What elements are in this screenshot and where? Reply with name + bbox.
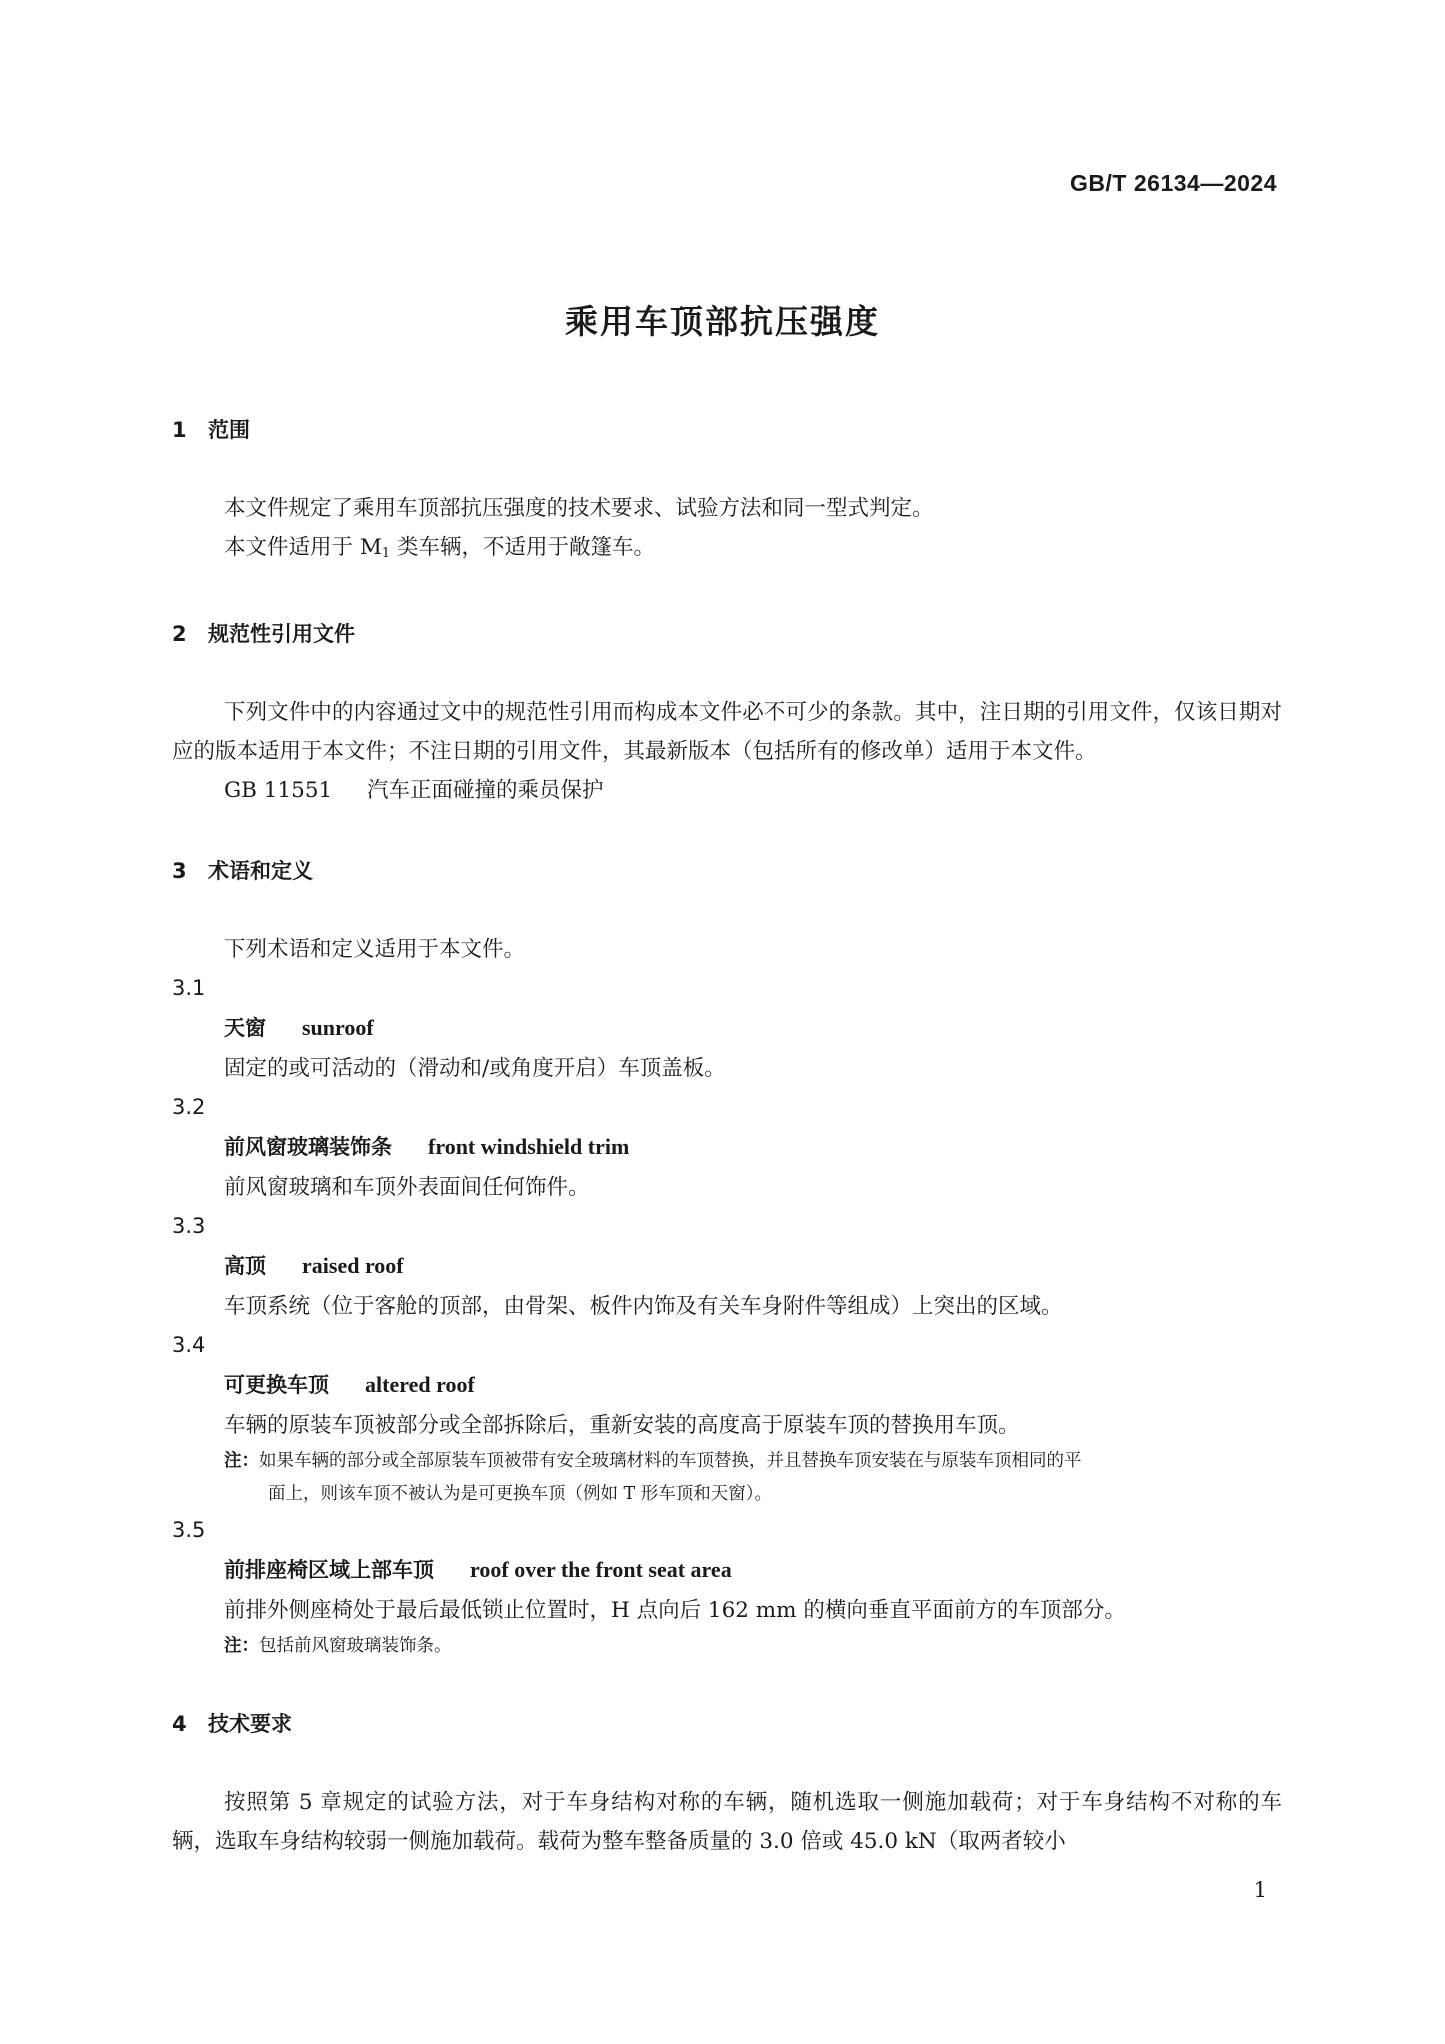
scope-text-a: 本文件适用于 M	[224, 535, 382, 560]
note-label: 注：	[224, 1451, 259, 1471]
term-en: roof over the front seat area	[470, 1557, 732, 1582]
section-number: 1	[172, 418, 187, 442]
section-3-heading	[172, 856, 1282, 886]
term-entry	[172, 1550, 1282, 1591]
terms-intro: 下列术语和定义适用于本文件。	[224, 937, 526, 962]
standard-number: GB/T 26134—2024	[1070, 170, 1277, 196]
term-en: raised roof	[302, 1253, 404, 1278]
term-note	[172, 1630, 1282, 1663]
technical-requirements-paragraph: 按照第 5 章规定的试验方法，对于车身结构对称的车辆，随机选取一侧施加载荷；对于车身结构不对称的车辆，选取车身结构较弱一侧施加载荷。载荷为整车整备质量的 3.0 倍或 45.0 kN（取两者较小	[172, 1790, 1282, 1854]
section-number: 4	[172, 1712, 187, 1736]
term-entry	[172, 1127, 1282, 1168]
note-label: 注：	[224, 1636, 259, 1656]
term-definition: 车辆的原装车顶被部分或全部拆除后，重新安装的高度高于原装车顶的替换用车顶。	[224, 1413, 1020, 1438]
term-number: 3.1	[172, 976, 206, 1000]
term-definition: 前风窗玻璃和车顶外表面间任何饰件。	[224, 1175, 590, 1200]
subscript: 1	[381, 546, 391, 561]
reference-code: GB 11551	[224, 778, 333, 803]
term-number: 3.3	[172, 1214, 206, 1238]
term-entry	[172, 1008, 1282, 1049]
scope-paragraph-2	[172, 528, 1282, 573]
term-zh: 前风窗玻璃装饰条	[224, 1135, 392, 1159]
term-note	[172, 1445, 1282, 1511]
term-number: 3.4	[172, 1333, 206, 1357]
normative-references-paragraph: 下列文件中的内容通过文中的规范性引用而构成本文件必不可少的条款。其中，注日期的引用文件，仅该日期对应的版本适用于本文件；不注日期的引用文件，其最新版本（包括所有的修改单）适用于本文件。	[172, 700, 1282, 764]
term-entry	[172, 1246, 1282, 1287]
section-title: 范围	[208, 418, 250, 442]
term-en: front windshield trim	[428, 1134, 630, 1159]
term-definition: 车顶系统（位于客舱的顶部，由骨架、板件内饰及有关车身附件等组成）上突出的区域。	[224, 1294, 1063, 1319]
section-number: 3	[172, 859, 187, 883]
document-body	[172, 415, 1282, 1861]
term-en: altered roof	[365, 1372, 475, 1397]
note-line-1: 包括前风窗玻璃装饰条。	[259, 1636, 452, 1656]
section-2-heading	[172, 619, 1282, 649]
term-number: 3.2	[172, 1095, 206, 1119]
section-4-heading	[172, 1709, 1282, 1739]
term-en: sunroof	[302, 1015, 374, 1040]
document-title: 乘用车顶部抗压强度	[565, 302, 880, 341]
section-title: 术语和定义	[208, 859, 313, 883]
section-number: 2	[172, 622, 187, 646]
note-line-2: 面上，则该车顶不被认为是可更换车顶（例如 T 形车顶和天窗）。	[268, 1484, 773, 1504]
section-title: 规范性引用文件	[208, 622, 355, 646]
page-number: 1	[1253, 1878, 1267, 1902]
note-line-1: 如果车辆的部分或全部原装车顶被带有安全玻璃材料的车顶替换，并且替换车顶安装在与原装车顶相同的平	[259, 1451, 1082, 1471]
scope-paragraph-1: 本文件规定了乘用车顶部抗压强度的技术要求、试验方法和同一型式判定。	[224, 496, 934, 521]
term-zh: 高顶	[224, 1254, 266, 1278]
reference-title: 汽车正面碰撞的乘员保护	[367, 778, 604, 803]
term-zh: 可更换车顶	[224, 1373, 329, 1397]
section-title: 技术要求	[208, 1712, 292, 1736]
term-definition: 固定的或可活动的（滑动和/或角度开启）车顶盖板。	[224, 1056, 726, 1081]
scope-text-b: 类车辆，不适用于敞篷车。	[390, 535, 655, 560]
section-1-heading	[172, 415, 1282, 445]
term-zh: 前排座椅区域上部车顶	[224, 1558, 434, 1582]
reference-entry	[172, 771, 1282, 810]
term-zh: 天窗	[224, 1016, 266, 1040]
term-definition: 前排外侧座椅处于最后最低锁止位置时，H 点向后 162 mm 的横向垂直平面前方的车顶部分。	[224, 1598, 1126, 1623]
term-number: 3.5	[172, 1518, 206, 1542]
term-entry	[172, 1365, 1282, 1406]
